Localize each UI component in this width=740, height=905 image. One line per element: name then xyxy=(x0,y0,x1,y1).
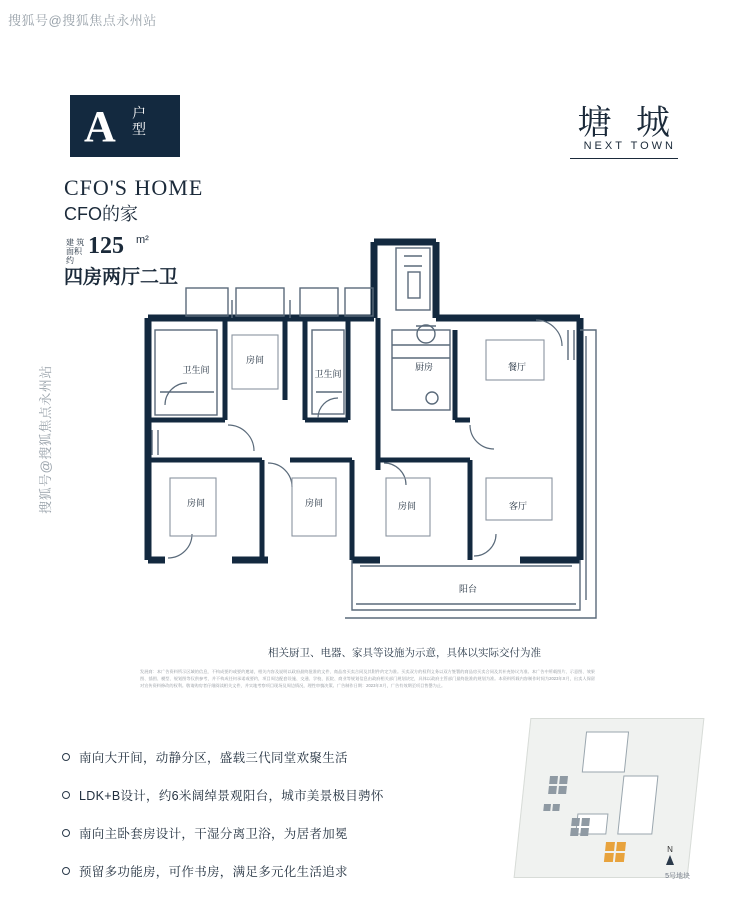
bullet-dot-icon xyxy=(62,867,70,875)
brand-logo-cn: 塘 城 xyxy=(577,105,678,142)
plan-disclaimer: 相关厨卫、电器、家具等设施为示意，具体以实际交付为准 xyxy=(268,647,541,659)
list-item xyxy=(62,786,384,804)
area-label-line2: 面积约 xyxy=(66,247,82,265)
room-label-bedroom4: 房间 xyxy=(397,501,417,511)
site-location-map xyxy=(522,718,702,883)
room-label-bath2: 卫生间 xyxy=(314,369,342,379)
room-label-dining: 餐厅 xyxy=(507,362,527,372)
room-label-bedroom1: 房间 xyxy=(245,355,265,365)
room-label-bath1: 卫生间 xyxy=(182,365,210,375)
brand-logo-en: NEXT TOWN xyxy=(583,140,676,152)
room-label-kitchen: 厨房 xyxy=(414,362,434,372)
room-label-bedroom3: 房间 xyxy=(304,498,324,508)
page-title-cn: CFO的家 xyxy=(64,204,138,224)
list-item xyxy=(62,824,384,842)
unit-type-sub: 户型 xyxy=(132,105,146,137)
compass-north-label: N xyxy=(667,845,673,854)
list-item xyxy=(62,748,384,766)
room-count: 四房两厅二卫 xyxy=(64,267,179,288)
bullet-dot-icon xyxy=(62,753,70,761)
feature-text: LDK+B设计，约6米阔绰景观阳台，城市美景极目骋怀 xyxy=(79,789,384,803)
room-label-balcony: 阳台 xyxy=(458,584,478,594)
compass xyxy=(666,846,674,865)
feature-text: 南向大开间，动静分区，盛载三代同堂欢聚生活 xyxy=(79,751,348,765)
bullet-dot-icon xyxy=(62,829,70,837)
unit-type-letter: A xyxy=(84,102,116,151)
feature-text: 南向主卧套房设计，干湿分离卫浴，为居者加冕 xyxy=(79,827,348,841)
area-label-line1: 建 筑 xyxy=(66,238,85,247)
site-map-graphics xyxy=(522,718,702,883)
feature-list xyxy=(62,748,384,900)
floor-plan xyxy=(130,225,610,625)
page-title-en: CFO'S HOME xyxy=(64,175,204,200)
room-label-bedroom2: 房间 xyxy=(186,498,206,508)
site-plot-label: 5号地块 xyxy=(665,873,690,880)
list-item xyxy=(62,862,384,880)
unit-type-badge xyxy=(70,95,180,157)
room-label-living: 客厅 xyxy=(508,501,528,511)
feature-text: 预留多功能房，可作书房，满足多元化生活追求 xyxy=(79,865,348,879)
compass-arrow-icon xyxy=(666,855,674,865)
highlighted-plot xyxy=(604,842,626,862)
legal-fineprint: 发展商：本广告资料所示区域的信息，不构成要约或要约邀请，相关内容及说明以政府最终批准的文件、商品房买卖合同及其附件约定为准。买卖双方的权利义务以双方签署的商品房买卖合同及其补充协议为准。本广告中所载图片、示意图、效果图、插图、模型、规划图等仅供参考，并不构成任何承诺或要约，项目周边配套设施、交通、学校、医院、商业等规划信息由政府相关部门规划决定，具体以政府主管部门最终批准的规划为准。本资料所载内容制作时间为2023年X月，出卖人保留对宣传资料修改的权利。敬请购房者仔细阅读相关文件，并实地考察项目现场及周边情况，理性审慎决策。广告制作日期：2023年X月，广告有效期至项目售罄为止。 xyxy=(140,669,595,688)
watermark-left: 搜狐号@搜狐焦点永州站 xyxy=(37,365,53,514)
watermark-top: 搜狐号@搜狐焦点永州站 xyxy=(8,13,157,28)
bullet-dot-icon xyxy=(62,791,70,799)
brand-logo-rule xyxy=(570,158,678,159)
area-unit: m² xyxy=(136,234,149,246)
area-label xyxy=(66,238,86,265)
area-value: 125 xyxy=(88,233,124,259)
